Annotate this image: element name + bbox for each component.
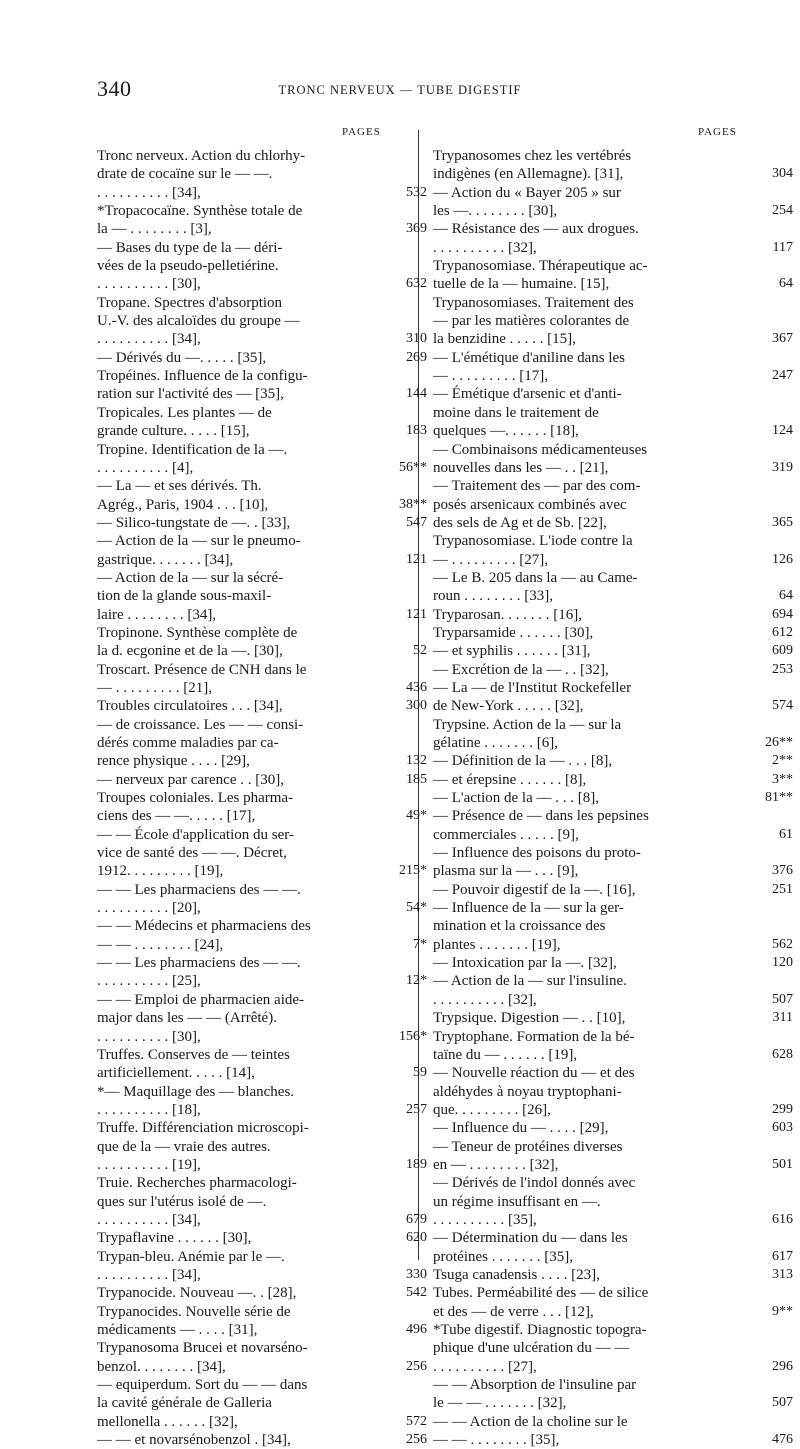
- index-entry-page: 49*: [406, 808, 427, 824]
- index-entry: [433, 184, 793, 221]
- index-entry-line: que. . . . . . . . . [26],: [433, 1101, 551, 1118]
- index-entry-line: — nerveux par carence . . [30],: [97, 771, 284, 788]
- index-entry: [97, 661, 427, 698]
- index-column-right: [433, 147, 793, 1449]
- index-entry-line: drate de cocaïne sur le — —.: [97, 166, 273, 183]
- index-entry: [97, 1229, 427, 1247]
- index-entry: [97, 1431, 427, 1449]
- index-entry-line: — Influence des poisons du proto-: [433, 845, 641, 862]
- index-entry-line: . . . . . . . . . . [30],: [97, 1028, 201, 1045]
- index-entry-line: — Bases du type de la — déri-: [97, 239, 283, 256]
- index-entry: [97, 1046, 427, 1083]
- index-entry-line: — — . . . . . . . . [24],: [97, 936, 224, 953]
- index-entry: [97, 202, 427, 239]
- index-entry-line: — . . . . . . . . . [17],: [433, 368, 548, 385]
- index-entry: [97, 1174, 427, 1229]
- index-entry-line: . . . . . . . . . . [18],: [97, 1101, 201, 1118]
- index-entry: [433, 1376, 793, 1413]
- index-entry-line: indigènes (en Allemagne). [31],: [433, 166, 624, 183]
- index-entry: [97, 532, 427, 569]
- index-entry-line: aldéhydes à noyau tryptophani-: [433, 1083, 622, 1100]
- index-entry-line: ration sur l'activité des — [35],: [97, 386, 284, 403]
- index-entry: [433, 1028, 793, 1065]
- index-entry-line: — — . . . . . . . . [35],: [433, 1432, 560, 1449]
- index-entry-line: — Le B. 205 dans la — au Came-: [433, 569, 638, 586]
- index-entry-line: vées de la pseudo-pelletiérine.: [97, 258, 279, 275]
- index-entry: [97, 404, 427, 441]
- index-entry-page: 572: [406, 1413, 427, 1429]
- index-entry-line: . . . . . . . . . . [32],: [433, 239, 537, 256]
- index-entry-line: — et syphilis . . . . . . [31],: [433, 643, 591, 660]
- index-entry-line: la cavité générale de Galleria: [97, 1395, 272, 1412]
- index-entry-line: — equiperdum. Sort du — — dans: [97, 1377, 308, 1394]
- index-entry-line: . . . . . . . . . . [19],: [97, 1156, 201, 1173]
- index-entry-line: . . . . . . . . . . [32],: [433, 991, 537, 1008]
- index-entry-line: Trypanosomiase. Thérapeutique ac-: [433, 258, 648, 275]
- index-entry: [433, 220, 793, 257]
- index-entry: [433, 1229, 793, 1266]
- index-entry: [433, 881, 793, 899]
- pages-label-left: PAGES: [342, 126, 381, 138]
- index-entry-page: 189: [406, 1156, 427, 1172]
- index-entry: [97, 1083, 427, 1120]
- index-entry-line: Trypanosoma Brucei et novarséno-: [97, 1340, 308, 1357]
- index-entry-line: — . . . . . . . . . [21],: [97, 679, 212, 696]
- index-entry: [97, 917, 427, 954]
- index-entry: [433, 349, 793, 386]
- index-entry: [97, 514, 427, 532]
- index-entry-page: 269: [406, 349, 427, 365]
- index-entry-page: 144: [406, 386, 427, 402]
- index-entry-page: 183: [406, 423, 427, 439]
- index-entry-page: 507: [772, 991, 793, 1007]
- index-entry: [433, 1174, 793, 1229]
- index-entry-page: 476: [772, 1432, 793, 1448]
- index-entry: [433, 294, 793, 349]
- index-entry-page: 9**: [772, 1303, 793, 1319]
- index-entry-line: Truie. Recherches pharmacologi-: [97, 1175, 297, 1192]
- index-entry: [433, 477, 793, 532]
- index-entry: [433, 899, 793, 954]
- index-entry: [97, 881, 427, 918]
- index-entry-line: Truffe. Différenciation microscopi-: [97, 1120, 309, 1137]
- index-entry-page: 253: [772, 661, 793, 677]
- index-entry-page: 501: [772, 1156, 793, 1172]
- index-entry-line: — Action de la — sur l'insuline.: [433, 973, 627, 990]
- index-entry-line: Tropinone. Synthèse complète de: [97, 624, 298, 641]
- index-entry-line: . . . . . . . . . . [20],: [97, 900, 201, 917]
- index-entry: [433, 606, 793, 624]
- index-entry-page: 156*: [399, 1028, 427, 1044]
- index-entry: [433, 716, 793, 753]
- index-entry-line: phique d'une ulcération du — —: [433, 1340, 630, 1357]
- index-entry-line: — Influence de la — sur la ger-: [433, 900, 624, 917]
- index-entry-page: 310: [406, 331, 427, 347]
- index-entry: [97, 1248, 427, 1285]
- index-entry-line: des sels de Ag et de Sb. [22],: [433, 514, 607, 531]
- index-entry-line: tion de la glande sous-maxil-: [97, 588, 272, 605]
- index-entry: [97, 1339, 427, 1376]
- index-entry: [97, 441, 427, 478]
- index-entry-page: 12*: [406, 973, 427, 989]
- index-entry-line: — Pouvoir digestif de la —. [16],: [433, 881, 636, 898]
- index-entry-line: — Action de la — sur la sécré-: [97, 569, 284, 586]
- index-entry-page: 617: [772, 1248, 793, 1264]
- index-entry-line: — Dérivés du —. . . . . [35],: [97, 349, 267, 366]
- index-entry: [97, 771, 427, 789]
- index-entry-line: . . . . . . . . . . [30],: [97, 276, 201, 293]
- index-entry: [433, 642, 793, 660]
- index-entry-line: Tubes. Perméabilité des — de silice: [433, 1285, 649, 1302]
- index-entry-page: 38**: [399, 496, 427, 512]
- page-number: 340: [97, 76, 132, 101]
- index-entry-line: — Résistance des — aux drogues.: [433, 221, 639, 238]
- index-entry-line: les —. . . . . . . . [30],: [433, 203, 558, 220]
- index-column-left: [97, 147, 427, 1449]
- index-entry: [97, 1284, 427, 1302]
- index-entry-line: Tryparsamide . . . . . . [30],: [433, 624, 594, 641]
- index-entry-page: 694: [772, 606, 793, 622]
- index-entry-line: nouvelles dans les — . . [21],: [433, 459, 609, 476]
- index-entry-line: Trypsique. Digestion — . . [10],: [433, 1010, 626, 1027]
- index-entry-page: 126: [772, 551, 793, 567]
- index-entry: [433, 1064, 793, 1119]
- index-entry: [433, 257, 793, 294]
- index-entry-line: *— Maquillage des — blanches.: [97, 1083, 295, 1100]
- index-entry-page: 609: [772, 643, 793, 659]
- index-entry-line: — de croissance. Les — — consi-: [97, 716, 304, 733]
- index-entry-page: 120: [772, 955, 793, 971]
- index-entry-page: 330: [406, 1266, 427, 1282]
- index-entry-page: 612: [772, 624, 793, 640]
- index-entry: [433, 807, 793, 844]
- index-entry: [97, 1303, 427, 1340]
- index-entry-line: — Détermination du — dans les: [433, 1230, 628, 1247]
- index-entry-line: — La — et ses dérivés. Th.: [97, 478, 262, 495]
- index-entry-page: 542: [406, 1285, 427, 1301]
- index-entry-line: Trypaflavine . . . . . . [30],: [97, 1230, 252, 1247]
- index-entry-line: — Teneur de protéines diverses: [433, 1138, 623, 1155]
- index-entry-line: médicaments — . . . . [31],: [97, 1322, 258, 1338]
- index-entry-line: le — — . . . . . . . [32],: [433, 1395, 567, 1412]
- index-entry: [97, 1119, 427, 1174]
- index-entry-line: — . . . . . . . . . [27],: [433, 551, 548, 568]
- index-entry-line: et des — de verre . . . [12],: [433, 1303, 594, 1320]
- index-entry-page: 296: [772, 1358, 793, 1374]
- index-entry: [97, 239, 427, 294]
- index-entry-page: 185: [406, 771, 427, 787]
- pages-label-right: PAGES: [698, 126, 737, 138]
- index-entry-page: 299: [772, 1101, 793, 1117]
- index-entry-line: que de la — vraie des autres.: [97, 1138, 271, 1155]
- index-entry-page: 616: [772, 1211, 793, 1227]
- index-entry-page: 81**: [765, 790, 793, 806]
- index-entry-line: Tropane. Spectres d'absorption: [97, 294, 283, 311]
- index-entry-line: plasma sur la — . . . [9],: [433, 863, 579, 880]
- index-entry-line: Tronc nerveux. Action du chlorhy-: [97, 148, 306, 164]
- index-entry: [433, 624, 793, 642]
- index-entry-page: 562: [772, 936, 793, 952]
- index-entry-line: tuelle de la — humaine. [15],: [433, 276, 610, 293]
- index-entry-page: 64: [779, 588, 793, 604]
- index-entry-line: benzol. . . . . . . . [34],: [97, 1358, 226, 1375]
- index-entry-line: — — Absorption de l'insuline par: [433, 1377, 637, 1394]
- index-entry-page: 679: [406, 1211, 427, 1227]
- index-entry-line: — Combinaisons médicamenteuses: [433, 441, 648, 458]
- index-entry-page: 26**: [765, 735, 793, 750]
- index-entry-line: Trypanocides. Nouvelle série de: [97, 1303, 291, 1320]
- index-entry: [433, 147, 793, 184]
- index-entry-line: . . . . . . . . . . [25],: [97, 973, 201, 990]
- index-entry-line: rence physique . . . . [29],: [97, 753, 250, 770]
- index-entry: [97, 826, 427, 881]
- index-entry-line: quelques —. . . . . . [18],: [433, 423, 579, 440]
- index-entry-line: ciens des — —. . . . . [17],: [97, 808, 256, 825]
- index-entry-line: Truffes. Conserves de — teintes: [97, 1046, 290, 1063]
- index-entry-page: 311: [772, 1010, 793, 1026]
- index-entry-line: — L'émétique d'aniline dans les: [433, 349, 626, 366]
- index-entry-line: — Définition de la — . . . [8],: [433, 753, 613, 770]
- index-entry-line: Tryptophane. Formation de la bé-: [433, 1028, 635, 1045]
- index-entry: [433, 752, 793, 770]
- index-entry: [433, 661, 793, 679]
- index-entry: [433, 954, 793, 972]
- index-entry-page: 603: [772, 1120, 793, 1136]
- index-entry-page: 628: [772, 1046, 793, 1062]
- index-entry: [97, 697, 427, 715]
- index-entry-line: Trypanocide. Nouveau —. . [28],: [97, 1285, 297, 1302]
- running-title: TRONC NERVEUX — TUBE DIGESTIF: [278, 83, 522, 97]
- index-entry-line: Tropicales. Les plantes — de: [97, 404, 272, 421]
- index-entry-page: 2**: [772, 753, 793, 769]
- index-entry-page: 532: [406, 184, 427, 200]
- index-entry-page: 59: [413, 1065, 427, 1081]
- index-entry-line: . . . . . . . . . . [34],: [97, 1211, 201, 1228]
- index-entry-line: la d. ecgonine et de la —. [30],: [97, 643, 283, 660]
- index-entry-page: 365: [772, 514, 793, 530]
- index-entry-page: 256: [406, 1358, 427, 1374]
- index-entry: [97, 991, 427, 1046]
- index-entry-page: 367: [772, 331, 793, 347]
- index-entry-line: *Tropacocaïne. Synthèse totale de: [97, 203, 303, 220]
- index-entry-line: ques sur l'utérus isolé de —.: [97, 1193, 267, 1210]
- index-entry-page: 3**: [772, 771, 793, 787]
- index-entry: [433, 844, 793, 881]
- index-entry: [433, 385, 793, 440]
- index-entry-page: 313: [772, 1266, 793, 1282]
- index-entry: [433, 1321, 793, 1376]
- index-entry-line: taïne du — . . . . . . [19],: [433, 1046, 578, 1063]
- index-entry: [97, 349, 427, 367]
- index-entry-line: la benzidine . . . . . [15],: [433, 331, 576, 348]
- index-entry-line: mellonella . . . . . . [32],: [97, 1413, 238, 1430]
- index-entry-line: — Action de la — sur le pneumo-: [97, 533, 301, 550]
- index-entry-page: 254: [772, 203, 793, 219]
- index-entry-line: . . . . . . . . . . [35],: [433, 1211, 537, 1228]
- index-entry: [97, 954, 427, 991]
- index-entry-page: 632: [406, 276, 427, 292]
- index-entry-line: Tropine. Identification de la —.: [97, 441, 288, 458]
- index-entry-line: — Excrétion de la — . . [32],: [433, 661, 609, 678]
- index-entry: [433, 771, 793, 789]
- index-entry-page: 132: [406, 753, 427, 769]
- index-entry-line: . . . . . . . . . . [34],: [97, 184, 201, 201]
- index-entry-line: — — Médecins et pharmaciens des: [97, 918, 311, 935]
- index-entry-line: — Influence du — . . . . [29],: [433, 1120, 609, 1137]
- index-entry-line: Troscart. Présence de CNH dans le: [97, 661, 307, 678]
- index-entry: [97, 624, 427, 661]
- index-entry-line: — Silico-tungstate de —. . [33],: [97, 514, 291, 531]
- index-entry-page: 496: [406, 1322, 427, 1337]
- index-entry-line: roun . . . . . . . . [33],: [433, 588, 553, 605]
- index-entry-line: Trypanosomes chez les vertébrés: [433, 148, 632, 164]
- index-entry-line: — — Les pharmaciens des — —.: [97, 881, 301, 898]
- index-entry-page: 64: [779, 276, 793, 292]
- index-entry-line: Trypsine. Action de la — sur la: [433, 716, 622, 733]
- index-entry-line: 1912. . . . . . . . . [19],: [97, 863, 224, 880]
- index-entry-page: 620: [406, 1230, 427, 1246]
- index-entry-page: 54*: [406, 900, 427, 916]
- index-entry-page: 56**: [399, 459, 427, 475]
- index-entry-line: — La — de l'Institut Rockefeller: [433, 679, 632, 696]
- index-entry-line: — Présence de — dans les pepsines: [433, 808, 649, 825]
- index-entry-page: 257: [406, 1101, 427, 1117]
- index-entry-page: 117: [772, 239, 793, 255]
- index-entry-line: — — Action de la choline sur le: [433, 1413, 628, 1430]
- index-entry-line: Agrég., Paris, 1904 . . . [10],: [97, 496, 269, 513]
- index-entry-line: — et érepsine . . . . . . [8],: [433, 771, 587, 788]
- index-entry-line: artificiellement. . . . . [14],: [97, 1065, 255, 1082]
- index-entry: [433, 532, 793, 569]
- index-entry-line: posés arsenicaux combinés avec: [433, 496, 627, 513]
- index-entry: [433, 679, 793, 716]
- index-entry-page: 304: [772, 166, 793, 182]
- index-entry-line: — — et novarsénobenzol . [34],: [97, 1432, 291, 1449]
- index-entry-line: Trypan-bleu. Anémie par le —.: [97, 1248, 285, 1265]
- index-entry: [97, 477, 427, 514]
- index-entry: [433, 1119, 793, 1137]
- index-entry-line: *Tube digestif. Diagnostic topogra-: [433, 1322, 647, 1338]
- index-entry-page: 376: [772, 863, 793, 879]
- index-entry: [97, 147, 427, 202]
- index-entry-line: Tsuga canadensis . . . . [23],: [433, 1266, 600, 1283]
- index-entry-page: 7*: [413, 936, 427, 952]
- index-entry-line: la — . . . . . . . . [3],: [97, 221, 212, 238]
- index-entry-line: — Action du « Bayer 205 » sur: [433, 184, 621, 201]
- index-entry-line: . . . . . . . . . . [34],: [97, 1266, 201, 1283]
- index-entry-line: U.-V. des alcaloïdes du groupe —: [97, 313, 300, 330]
- index-entry: [97, 716, 427, 771]
- index-entry-line: — Traitement des — par des com-: [433, 478, 641, 495]
- index-entry-line: — par les matières colorantes de: [433, 313, 630, 330]
- index-entry-line: major dans les — — (Arrêté).: [97, 1010, 277, 1027]
- index-entry-line: Tryparosan. . . . . . . [16],: [433, 606, 583, 623]
- index-entry: [97, 1376, 427, 1431]
- index-entry-line: vice de santé des — —. Décret,: [97, 845, 287, 862]
- index-entry-page: 256: [406, 1432, 427, 1448]
- index-entry-line: en — . . . . . . . . [32],: [433, 1156, 559, 1173]
- index-entry-line: laire . . . . . . . . [34],: [97, 606, 217, 623]
- index-entry-page: 547: [406, 514, 427, 530]
- index-entry-line: Troubles circulatoires . . . [34],: [97, 698, 283, 715]
- index-entry-page: 52: [413, 643, 427, 659]
- index-entry: [433, 1138, 793, 1175]
- index-entry-page: 507: [772, 1395, 793, 1411]
- index-entry-page: 300: [406, 698, 427, 714]
- index-entry-page: 121: [406, 551, 427, 567]
- index-entry-page: 61: [779, 826, 793, 842]
- index-entry-page: 121: [406, 606, 427, 622]
- index-entry-page: 247: [772, 368, 793, 384]
- index-entry-page: 574: [772, 698, 793, 714]
- index-entry: [433, 1009, 793, 1027]
- index-entry-line: un régime insuffisant en —.: [433, 1193, 601, 1210]
- index-entry: [97, 789, 427, 826]
- index-entry: [433, 1284, 793, 1321]
- index-entry-line: gélatine . . . . . . . [6],: [433, 735, 558, 751]
- index-entry-line: Trypanosomiases. Traitement des: [433, 294, 634, 311]
- index-entry: [433, 1266, 793, 1284]
- index-entry-line: — — Les pharmaciens des — —.: [97, 955, 301, 972]
- index-entry-page: 215*: [399, 863, 427, 879]
- index-entry-line: de New-York . . . . . [32],: [433, 698, 584, 715]
- index-entry-page: 124: [772, 423, 793, 439]
- index-entry-page: 251: [772, 881, 793, 897]
- index-entry: [97, 367, 427, 404]
- index-entry-line: — — Emploi de pharmacien aide-: [97, 991, 305, 1008]
- index-entry-line: — Émétique d'arsenic et d'anti-: [433, 386, 622, 403]
- index-entry-line: Troupes coloniales. Les pharma-: [97, 790, 294, 807]
- index-entry-line: Trypanosomiase. L'iode contre la: [433, 533, 633, 550]
- index-entry-line: — Intoxication par la —. [32],: [433, 955, 617, 972]
- index-entry-line: . . . . . . . . . . [34],: [97, 331, 201, 348]
- index-entry-line: plantes . . . . . . . [19],: [433, 936, 561, 953]
- index-entry: [433, 972, 793, 1009]
- index-entry: [97, 569, 427, 624]
- index-entry: [433, 569, 793, 606]
- index-entry-line: moine dans le traitement de: [433, 404, 599, 421]
- index-entry-line: protéines . . . . . . . [35],: [433, 1248, 573, 1265]
- index-entry-line: . . . . . . . . . . [27],: [433, 1358, 537, 1375]
- index-entry-line: — Dérivés de l'indol donnés avec: [433, 1175, 636, 1192]
- index-entry-line: commerciales . . . . . [9],: [433, 826, 579, 843]
- index-entry-page: 319: [772, 459, 793, 475]
- index-entry-line: — Nouvelle réaction du — et des: [433, 1065, 635, 1082]
- index-entry-line: — — École d'application du ser-: [97, 826, 294, 843]
- index-entry: [433, 441, 793, 478]
- index-entry-line: Tropéines. Influence de la configu-: [97, 368, 308, 385]
- index-entry-line: . . . . . . . . . . [4],: [97, 459, 194, 476]
- index-entry-line: grande culture. . . . . [15],: [97, 423, 250, 440]
- index-entry-page: 369: [406, 221, 427, 237]
- index-entry-line: mination et la croissance des: [433, 918, 606, 935]
- index-entry-line: gastrique. . . . . . . [34],: [97, 551, 234, 568]
- index-entry-page: 436: [406, 679, 427, 695]
- index-entry: [97, 294, 427, 349]
- index-entry-line: dérés comme maladies par ca-: [97, 735, 279, 751]
- index-entry: [433, 789, 793, 807]
- index-entry-line: — L'action de la — . . . [8],: [433, 790, 599, 807]
- index-entry: [433, 1413, 793, 1449]
